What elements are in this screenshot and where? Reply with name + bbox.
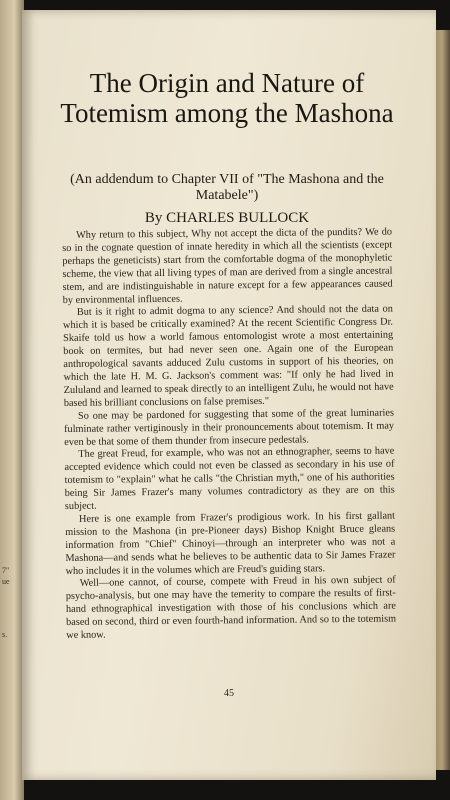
body-paragraph: The great Freud, for example, who was not an ethnographer, seems to have accepted evidence which could not even be classed as secondary in his use of totemism to "explain" what he calls "the Christian myth," one of his authorities being Sir James Frazer's many volumes contradictory as they are on this subject. [64, 445, 395, 513]
book-page [22, 10, 436, 780]
left-page-fragment: 7" [2, 566, 10, 575]
left-page-fragment: s. [2, 630, 8, 639]
left-page-edge [0, 0, 24, 800]
body-paragraph: But is it right to admit dogma to any science? And should not the data on which it is based be critically examined? At the recent Scientific Congress Dr. Skaife told us how a world famous entomologist wrote a most entertaining book on termites, but had never seen one. Again one of the European anthropological savants adduced Zulu customs in support of his theories, on which the late H. M. G. Jackson's comment was: "If only he had lived in Zululand and learned to speak directly to an intelligent Zulu, he would not have based his brilliant conclusions on false premises." [62, 303, 394, 409]
body-paragraph: Well—one cannot, of course, compete with Freud in his own subject of psycho-analysis, but one may have the temerity to compare the results of first-hand ethnographical investigation with those of his conclusions which are based on second, third or even fourth-hand information. And so to the totemism we know. [65, 574, 397, 642]
left-page-fragment: ue [2, 577, 10, 586]
body-paragraph: Why return to this subject, Why not accept the dicta of the pundits? We do so in the cognate question of innate heredity in which all the scientists (except perhaps the geneticists) start from the comfortable dogma of the monophyletic scheme, the view that all living types of man are derived from a single ancestral stem, and are indistinguishable in nature except for a few appearances caused by environmental influences. [62, 226, 393, 306]
article-byline: By CHARLES BULLOCK [144, 210, 310, 226]
body-paragraph: Here is one example from Frazer's prodigious work. In his first gallant mission to the Mashona (in pre-Pioneer days) Bishop Knight Bruce gleans information from "Chief" Chinoyi—through an interpreter who was not a Mashona—and sends what he believes to be authentic data to Sir James Frazer who includes it in the volumes which are Freud's guiding stars. [65, 510, 396, 577]
page-number: 45 [224, 688, 234, 699]
page-stack-edge [434, 30, 450, 770]
body-paragraph: So one may be pardoned for suggesting that some of the great luminaries fulminate rather vertiginously in their pronouncements about totemism. It may even be that some of them thunder from insecure pedestals. [64, 407, 395, 448]
article-subtitle: (An addendum to Chapter VII of "The Mashona and the Matabele") [70, 172, 384, 203]
article-body [62, 227, 396, 643]
article-title: The Origin and Nature of Totemism among the Mashona [60, 68, 394, 128]
